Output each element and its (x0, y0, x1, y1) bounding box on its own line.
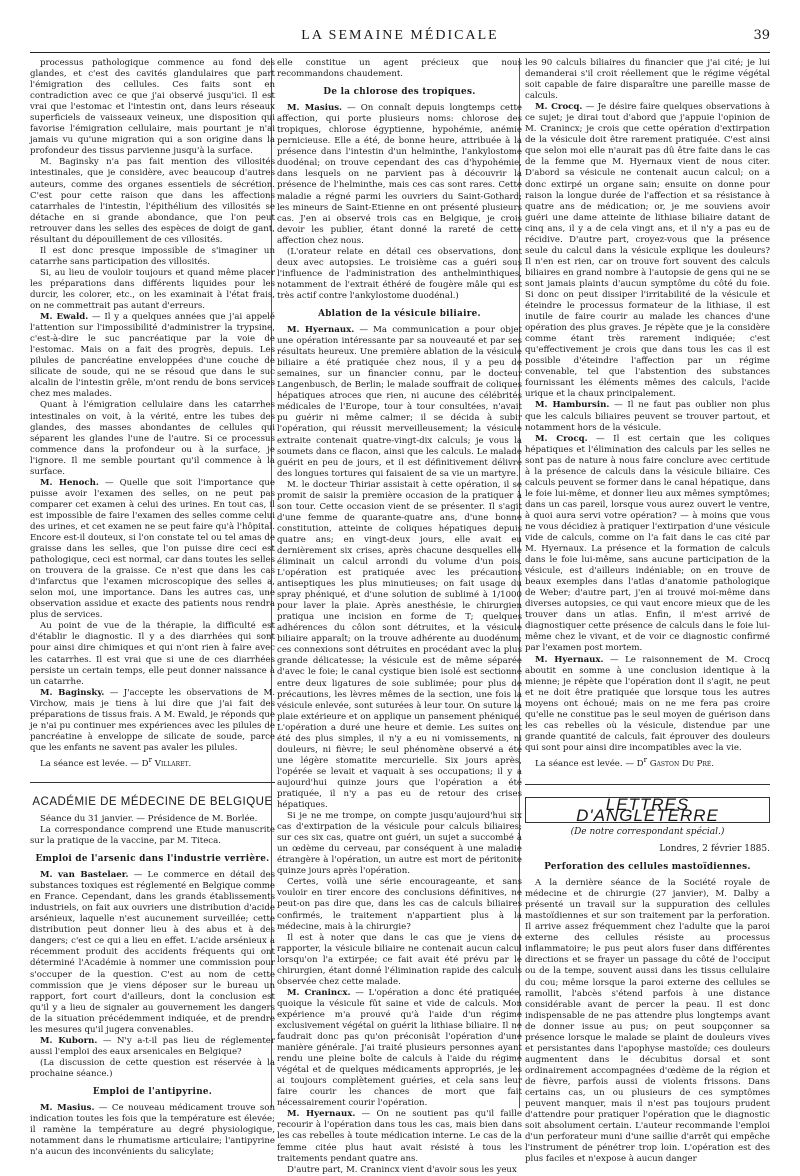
speaker-name: M. Crocq. (535, 433, 588, 444)
speech-kuborn (30, 1036, 275, 1058)
speaker-name: M. Kuborn. (40, 1035, 98, 1046)
speech-text: — Il ne faut pas oublier non plus que les calculs biliaires peuvent se trouver partout, et notamment hors de la vésicule. (525, 400, 770, 433)
column-3 (525, 58, 771, 1165)
speaker-name: M. van Bastelaer. (40, 870, 129, 881)
column-2 (277, 58, 522, 1175)
speech-henoch (30, 478, 275, 622)
speech-hyernaux (277, 1109, 522, 1164)
correspondence: La correspondance comprend une Etude manuscrite sur la pratique de la vaccine, par M. Titeca. (30, 824, 275, 846)
speaker-name: M. Hyernaux. (287, 325, 355, 336)
speech-text: — Le raisonnement de M. Crocq aboutit en somme à une conclusion identique à la mienne; je répète que l'opération dont il s'agit, ne peut et ne doit être pratiquée que lorsque tous les autres moyens ont échoué; mais on ne me fera pas croire qu'elle ne constitue pas le seul moyen de guérison dans les cas rebelles où la vésicule, distendue par une grande quantité de calculs, fait éprouver des douleurs qui sont pour ainsi dire incompatibles avec la vie. (525, 654, 770, 753)
closing-text: La séance est levée. — D (40, 758, 149, 769)
speech-text: — Je désire faire quelques observations à ce sujet; je dirai tout d'abord que j'appuie l'opinion de M. Cranincx; je crois que cette opération d'extirpation de la vésicule doit être rarement pratiquée. C'est ainsi que selon moi elle n'aurait pas dû être faite dans le cas de la femme que M. Hyernaux vient de nous citer. D'abord sa vésicule ne contenait aucun calcul; on a donc extirpé un organe sain; ensuite on donne pour raison la longue durée de l'affection et sa résistance à quatre ans de médication; or, je me souviens avoir guéri une dame atteinte de lithiase biliaire datant de cinq ans, il y a de cela vingt ans, et il n'y a pas eu de récidive. D'autre part, croyez-vous que la présence seule du calcul dans la vésicule explique les douleurs? Il n'en est rien, car on trouve fort souvent des calculs biliaires en grand nombre à l'autopsie de gens qui ne se sont jamais plaints d'aucun symptôme du côté du foie. Si donc on peut dissiper l'irritabilité de la vésicule et éteindre le processus formateur de la lithiase, il est inutile de faire courir au malade les chances d'une opération des plus graves. Je répète que je la considère comme étant très rarement indiquée; c'est qu'effectivement je crois que dans tous les cas il est possible d'éteindre l'affection par un régime convenable, tel que l'abstention des substances fournissant les éléments mêmes des calculs, l'acide urique et la chaux principalement. (525, 102, 770, 400)
speaker-name: M. Ewald. (40, 312, 89, 323)
page-number: 39 (753, 28, 770, 43)
paragraph: les 90 calculs biliaires du financier que j'ai cité; je lui demanderai s'il croit réellement que le régime végétal soit capable de faire disparaître une pareille masse de calculs. (525, 58, 770, 102)
speech-text: — On ne soutient pas qu'il faille recourir à l'opération dans tous les cas, mais bien dans les cas rebelles à toute médication interne. Le cas de la femme citée plus haut avait résisté à tous les traitements pendant quatre ans. (277, 1109, 522, 1164)
section-title-academy: ACADÉMIE DE MÉDECINE DE BELGIQUE (30, 782, 275, 808)
subsection-title: Ablation de la vésicule biliaire. (318, 308, 481, 319)
speech-text: — Ce nouveau médicament trouve son indication toutes les fois que la température est élevée; il ramène la température au degré physiologique, notamment dans le rhumatisme articulaire; l'antipyrine n'a aucun des inconvénients du salicylate; (30, 1103, 275, 1158)
speech-masius (30, 1103, 275, 1158)
speech-masius (277, 103, 522, 247)
speaker-name: M. Hambursin. (535, 400, 610, 411)
speech-text: — On connaît depuis longtemps cette affection, qui porte plusieurs noms: chlorose des tropiques, chlorose égyptienne, hypohémie, anémie pernicieuse. Elle a été, de bonne heure, attribuée à la présence dans l'intestin d'un helminthe, l'ankylostome duodénal; on trouve cependant des cas d'hypohémie, dans lesquels on ne parvient pas à découvrir la présence de l'helminthe, mais ces cas sont rares. Cette maladie a régné parmi les ouvriers du Saint-Gothard; les mineurs de Saint-Etienne en ont présenté plusieurs cas. J'en ai observé trois cas en Belgique, je crois devoir les publier, étant donné la rareté de cette affection chez nous. (277, 103, 522, 246)
letters-section-header (525, 784, 770, 838)
speaker-name: M. Hyernaux. (287, 1109, 356, 1120)
subsection-title: Emploi de l'arsenic dans l'industrie verrière. (35, 854, 270, 865)
paragraph: Certes, voilà une série encourageante, et sans vouloir en tirer encore des conclusions définitives, ne peut-on pas dire que, dans les cas de calculs biliaires confirmés, le traitement n'appartient plus à la médecine, mais à la chirurgie? (277, 877, 522, 932)
speech-crocq (525, 102, 770, 400)
closing-text: La séance est levée. — D (535, 758, 644, 769)
speaker-name: M. Hyernaux. (535, 654, 604, 665)
subsection-title: De la chlorose des tropiques. (323, 87, 476, 98)
speech-ewald (30, 312, 275, 400)
speech-text: — Il y a quelques années que j'ai appelé l'attention sur l'impossibilité d'administrer la trypsine, c'est-à-dire le suc pancréatique par la voie de l'estomac. Mais on a fait des progrès, depuis. Les pilules de pancréatine enveloppées d'une couche de silicate de soude, qui ne se résoud que dans le suc alcalin de l'intestin grêle, m'ont rendu de bons services chez mes malades. (30, 312, 275, 400)
header-rule (30, 52, 770, 53)
closing-sup: r (148, 754, 152, 764)
paragraph: processus pathologique commence au fond des glandes, et c'est des cavités glandulaires que part l'émigration des cellules. Ces faits sont en contradiction avec ce que j'ai observé jusqu'ici. Il est vrai que l'estomac et l'intestin ont, dans leurs réseaux superficiels de vaisseaux veineux, une disposition qui favorise l'émigration cellulaire, mais pourtant je n'ai jamais vu qu'une migration qui a son origine dans la profondeur des tissus parvienne jusqu'à la surface. (30, 58, 275, 157)
paragraph: M. le docteur Thiriar assistait à cette opération, il se promit de saisir la première occasion de la pratiquer à son tour. Cette occasion vient de se présenter. Il s'agit d'une femme de quarante-quatre ans, d'une bonne constitution, atteinte de coliques hépatiques depuis quatre ans; en vingt-deux jours, elle avait eu dernièrement six crises, après chacune desquelles elle éliminait un calcul arrondi du volume d'un pois. L'opération est pratiquée avec les précautions antiseptiques les plus minutieuses; on fait usage du spray phéniqué, et d'une solution de sublimé à 1/1000 pour laver la plaie. Après anesthésie, le chirurgien pratiqua une incision en forme de T; quelques adhérences du côlon sont détruites, et la vésicule biliaire apparaît; on la trouve adhérente au duodénum; ces connexions sont détruites en procédant avec la plus grande délicatesse; la vésicule est de même séparée d'avec le foie; le canal cystique bien isolé est sectionné entre deux ligatures de soie sublimée; pour plus de précautions, les lèvres mêmes de la section, une fois la vésicule enlevée, sont suturées à leur tour. On suture la plaie extérieure et on applique un pansement phéniqué. L'opération a duré une heure et demie. Les suites ont été des plus simples, il n'y a eu ni vomissements, ni douleurs, ni fièvre; le seul phénomène observé a été une légère stomatite mercurielle. Six jours après, l'opérée se levait et vaquait à ses occupations; il y a aujourd'hui quinze jours que l'opération a été pratiquée, il n'y a pas eu de retour des crises hépatiques. (277, 479, 522, 811)
speech-bastelaer (30, 870, 275, 1036)
letters-subtitle: (De notre correspondant spécial.) (570, 826, 725, 837)
speech-hyernaux (277, 325, 522, 480)
speaker-name: M. Masius. (40, 1103, 95, 1114)
paragraph: Si je ne me trompe, on compte jusqu'aujourd'hui six cas d'extirpation de la vésicule pour calculs biliaires; sur ces six cas, quatre ont guéri, un sujet a succombé à un œdème du cerveau, par conséquent à une maladie étrangère à l'opération, un autre est mort de péritonite quinze jours après l'opération. (277, 811, 522, 877)
speech-text: — N'y a-t-il pas lieu de réglementer aussi l'emploi des eaux arsenicales en Belgique? (30, 1035, 275, 1057)
paragraph: A la dernière séance de la Société royale de médecine et de chirurgie (27 janvier), M. Dalby a présenté un travail sur la suppuration des cellules mastoïdiennes et sur son traitement par la perforation. Il arrive assez fréquemment chez l'adulte que la paroi externe des cellules résiste au processus inflammatoire; le pus peut alors fuser dans différentes directions et se frayer un passage du côté de l'occiput ou de la tempe, souvent aussi dans les tissus cellulaire du cou; même lorsque la paroi externe des cellules se ramollit, l'abcès s'étend parfois à une distance considérable avant de percer la peau. Il est donc indispensable de ne pas attendre plus longtemps avant de donner issue au pus; on peut soupçonner sa présence lorsque le malade se plaint de douleurs vives et persistantes dans l'apophyse mastoïde; ces douleurs augmentent dans le décubitus dorsal et sont ordinairement accompagnées d'œdème de la région et de fièvre, parfois aussi de violents frissons. Dans certains cas, un ou plusieurs de ces symptômes peuvent manquer, mais il n'est pas toujours prudent d'attendre pour pratiquer l'opération que le diagnostic soit absolument certain. L'auteur recommande l'emploi d'un perforateur muni d'une saillie d'arrêt qui empêche l'instrument de pénétrer trop loin. L'opération est des plus faciles et n'expose à aucun danger (525, 878, 770, 1165)
speaker-name: M. Crocq. (535, 102, 583, 113)
speaker-name: M. Henoch. (40, 477, 99, 488)
seance-line: Séance du 31 janvier. — Présidence de M. Borlée. (40, 813, 258, 824)
paragraph: Il est donc presque impossible de s'imaginer un catarrhe sans participation des villosités. (30, 245, 275, 267)
paragraph: D'autre part, M. Cranincx vient d'avoir sous les yeux (287, 1164, 517, 1175)
speech-text: — Quelle que soit l'importance que puisse avoir l'examen des selles, on ne peut pas comparer cet examen à celui des urines. En tout cas, il est impossible de faire l'examen des selles comme celui des urines, et cet examen ne se peut faire qu'à l'hôpital. Encore est-il douteux, si l'on constate tel ou tel amas de graisse dans les selles, que l'on puisse dire ceci est pathologique, ceci est normal, car dans toutes les selles on trouvera de la graisse. Ce n'est que dans les cas d'infarctus que l'examen microscopique des selles a, selon moi, une importance. Dans les autres cas, une observation assidue et exacte des patients nous rendra plus de services. (30, 477, 275, 621)
paragraph: M. Baginsky n'a pas fait mention des villosités intestinales, que je considère, avec beaucoup d'autres auteurs, comme des organes essentiels de sécrétion. C'est pour cette raison que dans les affections catarrhales de l'intestin, l'épithélium des villosités se détache en si grande abondance, que l'on peut retrouver dans les selles des espèces de doigt de gant, résultant du dépouillement de ces villosités. (30, 157, 275, 245)
paragraph: Il est à noter que dans le cas que je viens de rapporter, la vésicule biliaire ne contenait aucun calcul lorsqu'on l'a extirpée; ce fait avait été prévu par le chirurgien, étant donné l'élimination rapide des calculs observée chez cette malade. (277, 932, 522, 987)
speech-baginsky (30, 688, 275, 754)
closing-sup: r (643, 754, 647, 764)
signature: Villaret. (152, 758, 192, 769)
paragraph: Au point de vue de la thérapie, la difficulté est d'établir le diagnostic. Il y a des diarrhées qui sont pour ainsi dire chimiques et qui n'ont rien à faire avec les catarrhes. Il est vrai que si une de ces diarrhées persiste un certain temps, elle peut donner naissance à un catarrhe. (30, 621, 275, 687)
speech-cranincx (277, 988, 522, 1110)
paragraph: elle constitue un agent précieux que nous recommandons chaudement. (277, 58, 522, 80)
closing-line (30, 754, 275, 770)
journal-title: LA SEMAINE MÉDICALE (301, 28, 499, 43)
speech-text: — J'accepte les observations de M. Virchow, mais je tiens à lui dire que j'ai fait des préparations de tissus frais. A M. Ewald, je réponds que je n'ai pu continuer mes expériences avec les pilules de pancréatine à enveloppe de silicate de soude, parce que les enfants ne savent pas avaler les pilules. (30, 687, 275, 753)
speech-hambursin (525, 400, 770, 433)
speaker-name: M. Baginsky. (40, 687, 105, 698)
page-header (30, 28, 770, 50)
speech-crocq (525, 434, 770, 655)
speaker-name: M. Cranincx. (287, 987, 351, 998)
speech-text: — L'opération a donc été pratiquée, quoique la vésicule fût saine et vide de calculs. Mon expérience m'a prouvé qu'à l'aide d'un régime exclusivement végétal on guérit la lithiase biliaire. Il ne faudrait donc pas qu'on préconisât l'opération d'une manière générale. J'ai traité plusieurs personnes ayant rendu une pleine boîte de calculs à l'aide du régime végétal et de quelques médicaments appropriés, je les ai toujours complètement guéries, et cela sans leur faire courir les chances de mort que fait nécessairement courir l'opération. (277, 987, 522, 1109)
paragraph: (L'orateur relate en détail ces observations, dont deux avec autopsies. Le troisième cas a guéri sous l'influence de l'administration des anthelminthiques, notamment de l'extrait éthéré de fougère mâle qui est très actif contre l'ankylostome duodénal.) (277, 246, 522, 301)
paragraph: (La discussion de cette question est réservée à la prochaine séance.) (30, 1057, 275, 1079)
speech-text: — Le commerce en détail des substances toxiques est réglementé en Belgique comme en France. Cependant, dans les grands établissements industriels, on fait aux ouvriers une distribution d'acide arsénieux, laquelle n'est aucunement surveillée; cette distribution peut donner lieu à des abus et à des dangers; c'est ce qui a lieu en effet. L'acide arsénieux a récemment produit des accidents fréquents qui ont déterminé l'Académie à nommer une commission pour s'occuper de la question. C'est au nom de cette commission que je viens déposer sur le bureau un rapport, fort court d'ailleurs, dont la conclusion est qu'il y a lieu de signaler au gouvernement les dangers de la situation précédemment indiquée, et de prendre les mesures qu'il jugera convenables. (30, 870, 275, 1035)
speech-text: — Ma communication a pour objet une opération intéressante par sa nouveauté et par ses résultats heureux. Une première ablation de la vésicule biliaire a été pratiquée chez nous, il y a peu de semaines, sur un financier connu, par le docteur Langenbusch, de Berlin; le malade souffrait de coliques hépatiques atroces que rien, ni aucune des célébrités médicales de l'Europe, tour à tour consultées, n'avait pu guérir ni même calmer; il se décida à subir l'opération, qui réussit merveilleusement; la vésicule extraite contenait quatre-vingt-dix calculs; je vous la soumets dans ce flacon, ainsi que les calculs. Le malade guérit en peu de jours, et il est définitivement délivré des longues tortures qui faisaient de sa vie un martyre. (277, 325, 522, 479)
subsection-title: Emploi de l'antipyrine. (92, 1086, 213, 1097)
dateline: Londres, 2 février 1885. (659, 844, 770, 854)
column-1 (30, 58, 275, 1158)
closing-line (525, 754, 770, 770)
letters-title: LETTRES D'ANGLETERRE (525, 797, 770, 823)
paragraph: Si, au lieu de vouloir toujours et quand même placer les préparations dans différents liquides pour les durcir, les colorer, etc., on les examinait à l'état frais, on ne commettrait pas autant d'erreurs. (30, 267, 275, 312)
paragraph: Quant à l'émigration cellulaire dans les catarrhes intestinales on voit, à la vérité, entre les tubes des glandes, des masses abondantes de cellules qui séparent les glandes l'une de l'autre. Si ce processus commence dans la profondeur ou à la surface, je l'ignore. Il me semble pourtant qu'il commence à la surface. (30, 400, 275, 477)
subsection-title: Perforation des cellules mastoïdiennes. (544, 862, 751, 873)
speech-hyernaux (525, 655, 770, 754)
speaker-name: M. Masius. (287, 103, 343, 114)
signature: Gaston Du Pré. (647, 758, 715, 769)
speech-text: — Il est certain que les coliques hépatiques et l'élimination des calculs par les selles ne sont pas de nature à nous faire conclure avec certitude à la présence de calculs dans la vésicule biliaire. Ces calculs peuvent se former dans le canal hépatique, dans le foie lui-même, et donner lieu aux mêmes symptômes; dans un cas pareil, lorsque vous aurez ouvert le ventre, à quoi aura servi votre opération? — à moins que vous ne vous décidiez à pratiquer l'extirpation d'une vésicule vide de calculs, comme on l'a fait dans le cas cité par M. Hyernaux. La présence et la formation de calculs dans le foie lui-même, sans aucune participation de la vésicule, est d'ailleurs indéniable; on en trouve de beaux exemples dans l'atlas d'anatomie pathologique de Weber; d'autre part, j'en ai trouvé moi-même dans diverses autopsies, ce qui vaut encore mieux que de les trouver dans un atlas. Enfin, il m'est arrivé de diagnostiquer cette présence de calculs dans le foie lui-même chez le vivant, et de voir ce diagnostic confirmé par l'examen post mortem. (525, 433, 771, 654)
